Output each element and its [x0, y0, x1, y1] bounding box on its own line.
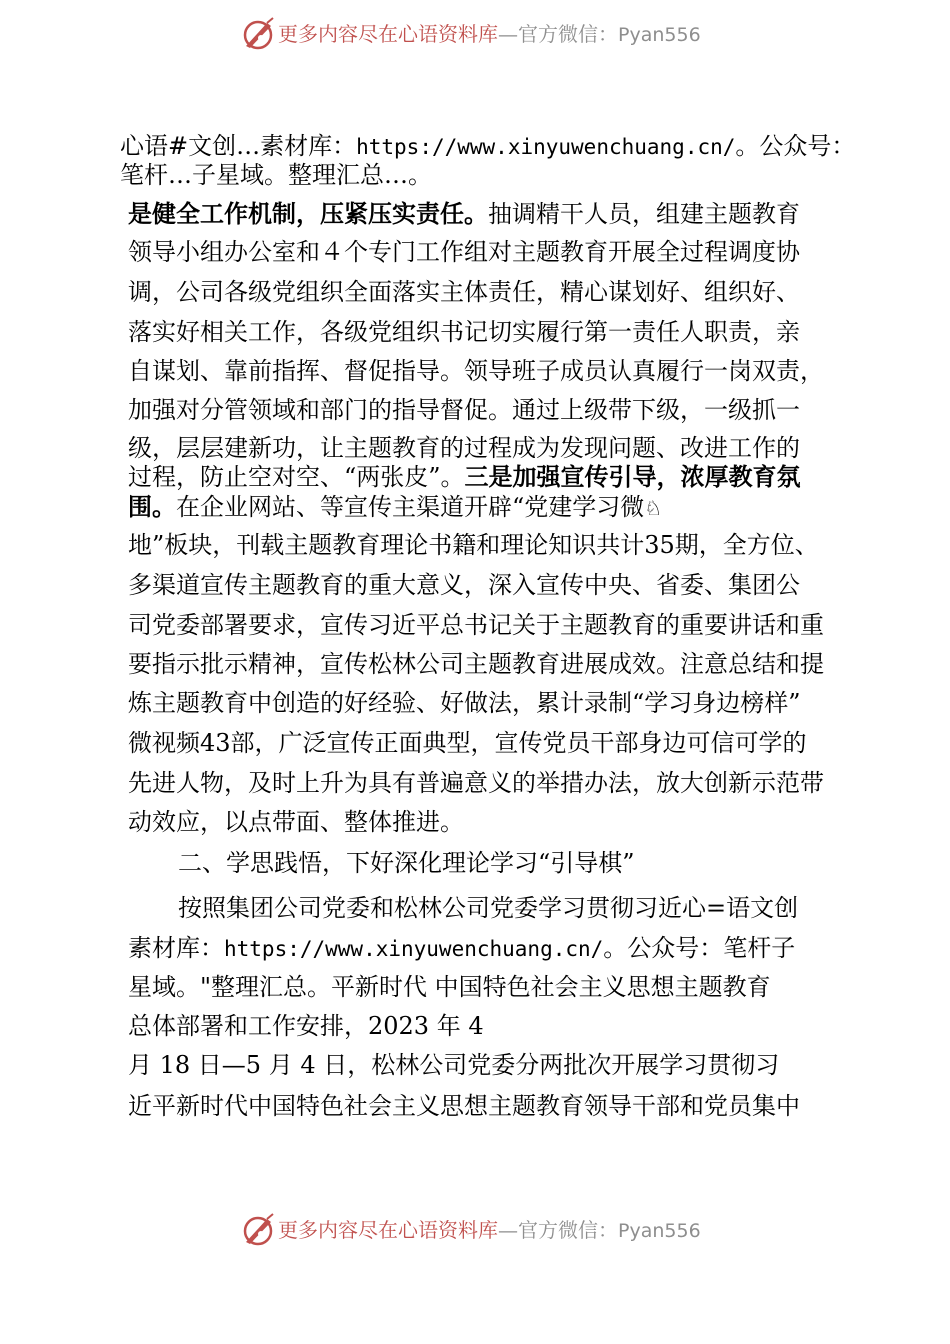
text-line-11 — [128, 492, 662, 523]
text-line-18: 先进人物，及时上升为具有普遍意义的举措办法，放大创新示范带 — [128, 769, 824, 797]
banner-wechat-id: Pyan556 — [618, 1220, 701, 1242]
text-line-6: 落实好相关工作，各级党组织书记切实履行第一责任人职责，亲 — [128, 318, 800, 346]
line-1-url: https://www.xinyuwenchuang.cn/ — [356, 135, 736, 159]
banner-title: 更多内容尽在心语资料库 — [278, 22, 498, 46]
banner-title: 更多内容尽在心语资料库 — [278, 1218, 498, 1242]
brand-logo-icon — [240, 1212, 276, 1248]
section-heading: 二、学思践悟，下好深化理论学习“引导棋” — [178, 849, 635, 877]
text-line-3 — [128, 199, 800, 229]
text-line-10 — [128, 462, 801, 492]
text-line-19: 动效应，以点带面、整体推进。 — [128, 808, 464, 836]
banner-text — [278, 1217, 701, 1244]
text-line-9: 级，层层建新功，让主题教育的过程成为发现问题、改进工作的 — [128, 434, 800, 462]
brand-logo-icon — [240, 16, 276, 52]
text-line-25: 月 18 日—5 月 4 日，松林公司党委分两批次开展学习贯彻习 — [128, 1051, 780, 1079]
line-3-bold: 是健全工作机制，压紧压实责任。 — [128, 200, 488, 228]
line-1-c: 。公众号： — [735, 132, 856, 160]
text-line-2: 笔杆…子星域。整理汇总…。 — [120, 161, 432, 189]
banner-wechat-id: Pyan556 — [618, 24, 701, 46]
text-line-24: 总体部署和工作安排，2023 年 4 — [128, 1012, 484, 1040]
text-line-21: 按照集团公司党委和松林公司党委学习贯彻习近心=语文创 — [178, 894, 799, 922]
text-line-15: 要指示批示精神，宣传松林公司主题教育进展成效。注意总结和提 — [128, 650, 824, 678]
line-3-rest: 抽调精干人员，组建主题教育 — [488, 200, 800, 228]
line-10-bold: 三是加强宣传引导，浓厚教育氛 — [464, 463, 801, 491]
line-11-rest: 在企业网站、等宣传主渠道开辟“党建学习微 — [176, 493, 645, 521]
line-22-c: 。公众号：笔杆子 — [603, 934, 796, 962]
line-22-a: 素材库： — [128, 934, 224, 962]
banner-wechat-label: —官方微信： — [498, 1218, 618, 1242]
line-22-url: https://www.xinyuwenchuang.cn/ — [224, 937, 604, 961]
text-line-7: 自谋划、靠前指挥、督促指导。领导班子成员认真履行一岗双责， — [128, 357, 824, 385]
text-line-13: 多渠道宣传主题教育的重大意义，深入宣传中央、省委、集团公 — [128, 571, 800, 599]
text-line-12: 地”板块，刊载主题教育理论书籍和理论知识共计35期，全方位、 — [128, 531, 819, 559]
banner-text — [278, 21, 701, 48]
text-line-14: 司党委部署要求，宣传习近平总书记关于主题教育的重要讲话和重 — [128, 611, 824, 639]
line-10-rest: 过程，防止空对空、“两张皮”。 — [128, 463, 465, 491]
banner-wechat-label: —官方微信： — [498, 22, 618, 46]
line-1-a: 心语#文创…素材库： — [120, 132, 357, 160]
text-line-26: 近平新时代中国特色社会主义思想主题教育领导干部和党员集中 — [128, 1092, 800, 1120]
footer-banner — [0, 1212, 950, 1252]
line-11-bold: 围。 — [128, 493, 176, 521]
header-banner — [0, 16, 950, 56]
text-line-16: 炼主题教育中创造的好经验、好做法，累计录制“学习身边榜样” — [128, 689, 801, 717]
text-line-8: 加强对分管领域和部门的指导督促。通过上级带下级，一级抓一 — [128, 396, 800, 424]
text-line-5: 调，公司各级党组织全面落实主体责任，精心谋划好、组织好、 — [128, 278, 800, 306]
text-line-4: 领导小组办公室和４个专门工作组对主题教育开展全过程调度协 — [128, 238, 800, 266]
text-line-1 — [120, 131, 855, 162]
text-line-23: 星域。"整理汇总。平新时代 中国特色社会主义思想主题教育 — [128, 973, 771, 1001]
text-line-22 — [128, 933, 795, 964]
text-line-17: 微视频43部，广泛宣传正面典型，宣传党员干部身边可信可学的 — [128, 729, 807, 757]
knight-glyph-icon: ♘ — [644, 496, 663, 520]
